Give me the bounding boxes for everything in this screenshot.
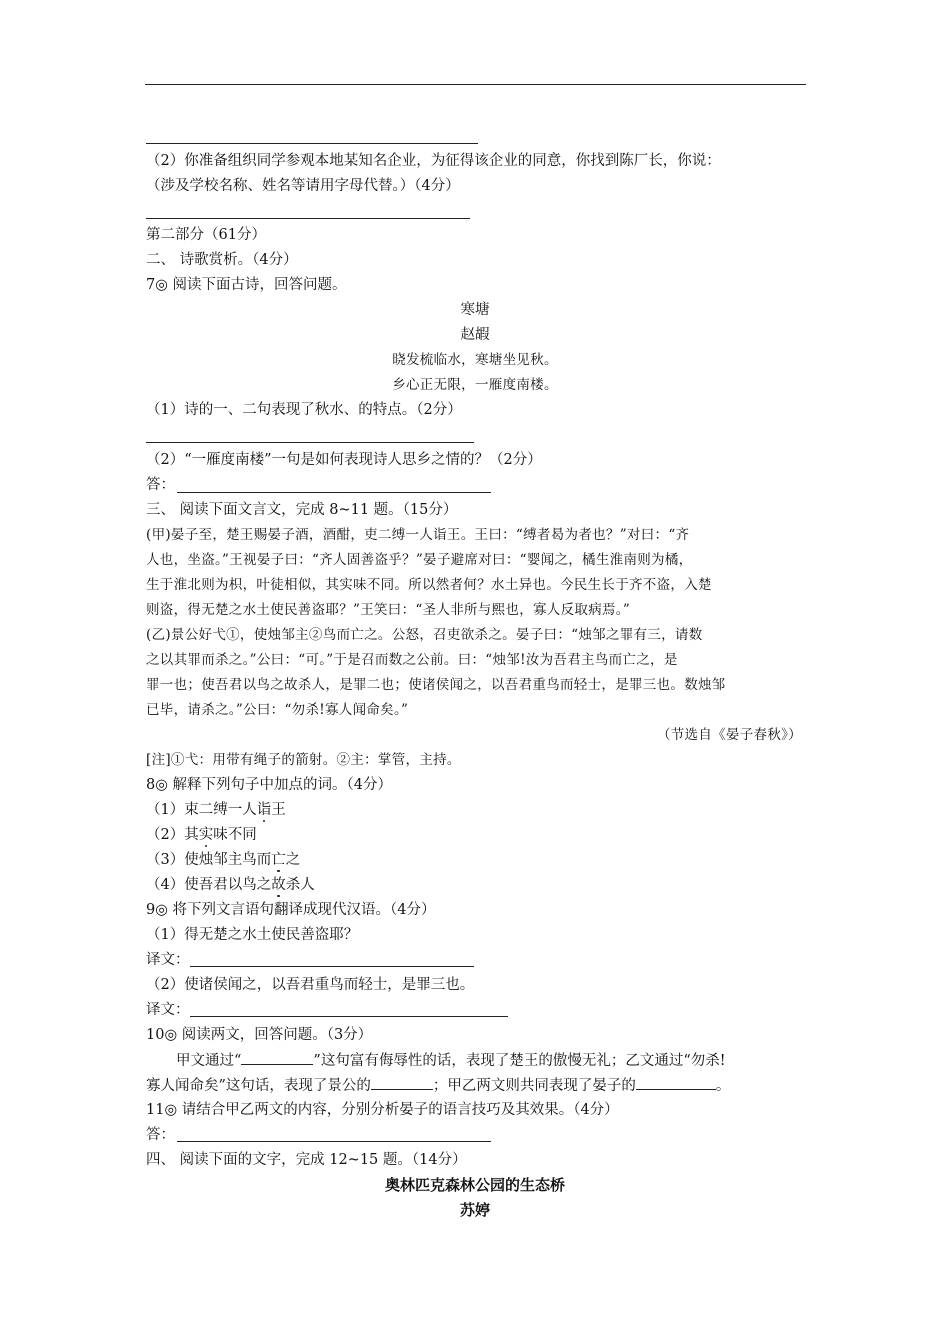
q8-prompt: 8◎ 解释下列句子中加点的词。（4分） xyxy=(146,777,392,793)
q9-sentence2: （2）使诸侯闻之，以吾君重鸟而轻士，是罪三也。 xyxy=(146,977,475,993)
section3-heading: 三、 阅读下面文言文，完成 8~11 题。（15分） xyxy=(146,502,458,518)
dotted-char: 亡 xyxy=(271,852,286,868)
q9-prompt: 9◎ 将下列文言语句翻译成现代汉语。（4分） xyxy=(146,902,436,918)
passage-jia-line: 生于淮北则为枳，叶徒相似，其实味不同。所以然者何？水土异也。今民生长于齐不盗，入楚 xyxy=(146,577,712,593)
q8-item-text: （2）其 xyxy=(146,827,199,843)
dotted-char: 实 xyxy=(198,827,214,843)
q6-2-line1: （2）你准备组织同学参观本地某知名企业，为征得该企业的同意，你找到陈厂长，你说： xyxy=(146,153,721,169)
q9-sentence1: （1）得无楚之水土使民善盗耶？ xyxy=(146,927,359,943)
fill-blank[interactable] xyxy=(636,1075,716,1090)
section4-heading: 四、 阅读下面的文字，完成 12~15 题。（14分） xyxy=(146,1152,467,1168)
q10-text: 甲文通过“ xyxy=(176,1053,242,1069)
passage-yi-line: (乙)景公好弋①，使烛邹主②鸟而亡之。公怒，召吏欲杀之。晏子曰：“烛邹之罪有三，请数 xyxy=(146,627,703,643)
q8-item4 xyxy=(146,875,315,895)
q6-2-line2: （涉及学校名称、姓名等请用字母代替。）（4分） xyxy=(146,178,460,194)
poem-title: 寒塘 xyxy=(460,302,490,318)
q9-translation-label: 译文： xyxy=(146,1002,190,1018)
q10-text: 寡人闻命矣”这句话，表现了景公的 xyxy=(146,1078,371,1094)
q8-item-text: 王 xyxy=(271,802,286,818)
answer-line[interactable] xyxy=(146,143,478,144)
fill-blank[interactable] xyxy=(241,1050,313,1065)
q10-text: ；甲乙两文则共同表现了晏子的 xyxy=(432,1078,636,1094)
article-title: 奥林匹克森林公园的生态桥 xyxy=(384,1176,565,1194)
dotted-char: 故 xyxy=(271,877,286,893)
q7-sub1: （1）诗的一、二句表现了秋水、的特点。（2分） xyxy=(146,402,462,418)
annotation-note: [注]①弋：用带有绳子的箭射。②主：掌管，主持。 xyxy=(146,752,461,768)
answer-line[interactable] xyxy=(146,218,470,219)
passage-jia-line: 则盗，得无楚之水土使民善盗耶？”王笑曰：“圣人非所与熙也，寡人反取病焉。” xyxy=(146,602,631,618)
passage-yi-line: 罪一也；使吾君以鸟之故杀人，是罪二也；使诸侯闻之，以吾君重鸟而轻士，是罪三也。数烛邹 xyxy=(146,677,726,693)
q8-item-text: 味不同 xyxy=(213,827,257,843)
poem-author: 赵嘏 xyxy=(460,327,490,343)
top-divider xyxy=(145,84,806,85)
q10-line2 xyxy=(146,1075,730,1096)
q7-prompt: 7◎ 阅读下面古诗，回答问题。 xyxy=(146,277,347,293)
section2-heading: 二、 诗歌赏析。（4分） xyxy=(146,252,298,268)
passage-yi-line: 之以其罪而杀之。”公曰：“可。”于是召而数之公前。曰：“烛邹!汝为吾君主鸟而亡之，是 xyxy=(146,652,678,668)
answer-line[interactable] xyxy=(146,442,474,443)
poem-line1: 晓发梳临水，寒塘坐见秋。 xyxy=(392,352,558,368)
q9-translation-label: 译文： xyxy=(146,952,190,968)
q8-item-text: （4）使吾君以鸟之 xyxy=(146,877,272,893)
answer-line[interactable] xyxy=(190,966,474,967)
answer-line[interactable] xyxy=(177,492,491,493)
article-author: 苏婷 xyxy=(459,1201,490,1219)
part2-heading: 第二部分（61分） xyxy=(146,227,266,243)
q8-item3 xyxy=(146,850,300,870)
passage-source: （节选自《晏子春秋》） xyxy=(656,727,802,743)
q8-item2 xyxy=(146,825,257,845)
q8-item-text: （3）使烛邹主鸟而 xyxy=(146,852,272,868)
answer-line[interactable] xyxy=(190,1016,508,1017)
q7-answer-label: 答： xyxy=(146,477,175,493)
q10-text: ”这句富有侮辱性的话，表现了楚王的傲慢无礼；乙文通过“勿杀! xyxy=(313,1053,726,1069)
q7-sub2: （2）“一雁度南楼”一句是如何表现诗人思乡之情的？（2分） xyxy=(146,452,542,468)
q11-prompt: 11◎ 请结合甲乙两文的内容，分别分析晏子的语言技巧及其效果。（4分） xyxy=(146,1102,619,1118)
q10-text: 。 xyxy=(715,1078,731,1094)
q10-line1 xyxy=(176,1050,726,1071)
passage-jia-line: (甲)晏子至，楚王赐晏子酒，酒酣，吏二缚一人诣王。王曰：“缚者曷为者也？”对曰：“齐 xyxy=(146,527,690,543)
q8-item1 xyxy=(146,800,286,820)
q8-item-text: （1）束二缚一人 xyxy=(146,802,257,818)
answer-line[interactable] xyxy=(177,1141,491,1142)
poem-line2: 乡心正无限，一雁度南楼。 xyxy=(392,377,558,393)
q8-item-text: 杀人 xyxy=(285,877,315,893)
dotted-char: 诣 xyxy=(256,802,272,818)
passage-yi-line: 已毕，请杀之。”公曰：“勿杀!寡人闻命矣。” xyxy=(146,702,409,718)
q10-prompt: 10◎ 阅读两文，回答问题。（3分） xyxy=(146,1027,373,1043)
fill-blank[interactable] xyxy=(371,1075,433,1090)
passage-jia-line: 人也，坐盗。”王视晏子曰：“齐人固善盗乎？”晏子避席对曰：“婴闻之，橘生淮南则为橘， xyxy=(146,552,693,568)
q11-answer-label: 答： xyxy=(146,1127,175,1143)
q8-item-text: 之 xyxy=(285,852,301,868)
